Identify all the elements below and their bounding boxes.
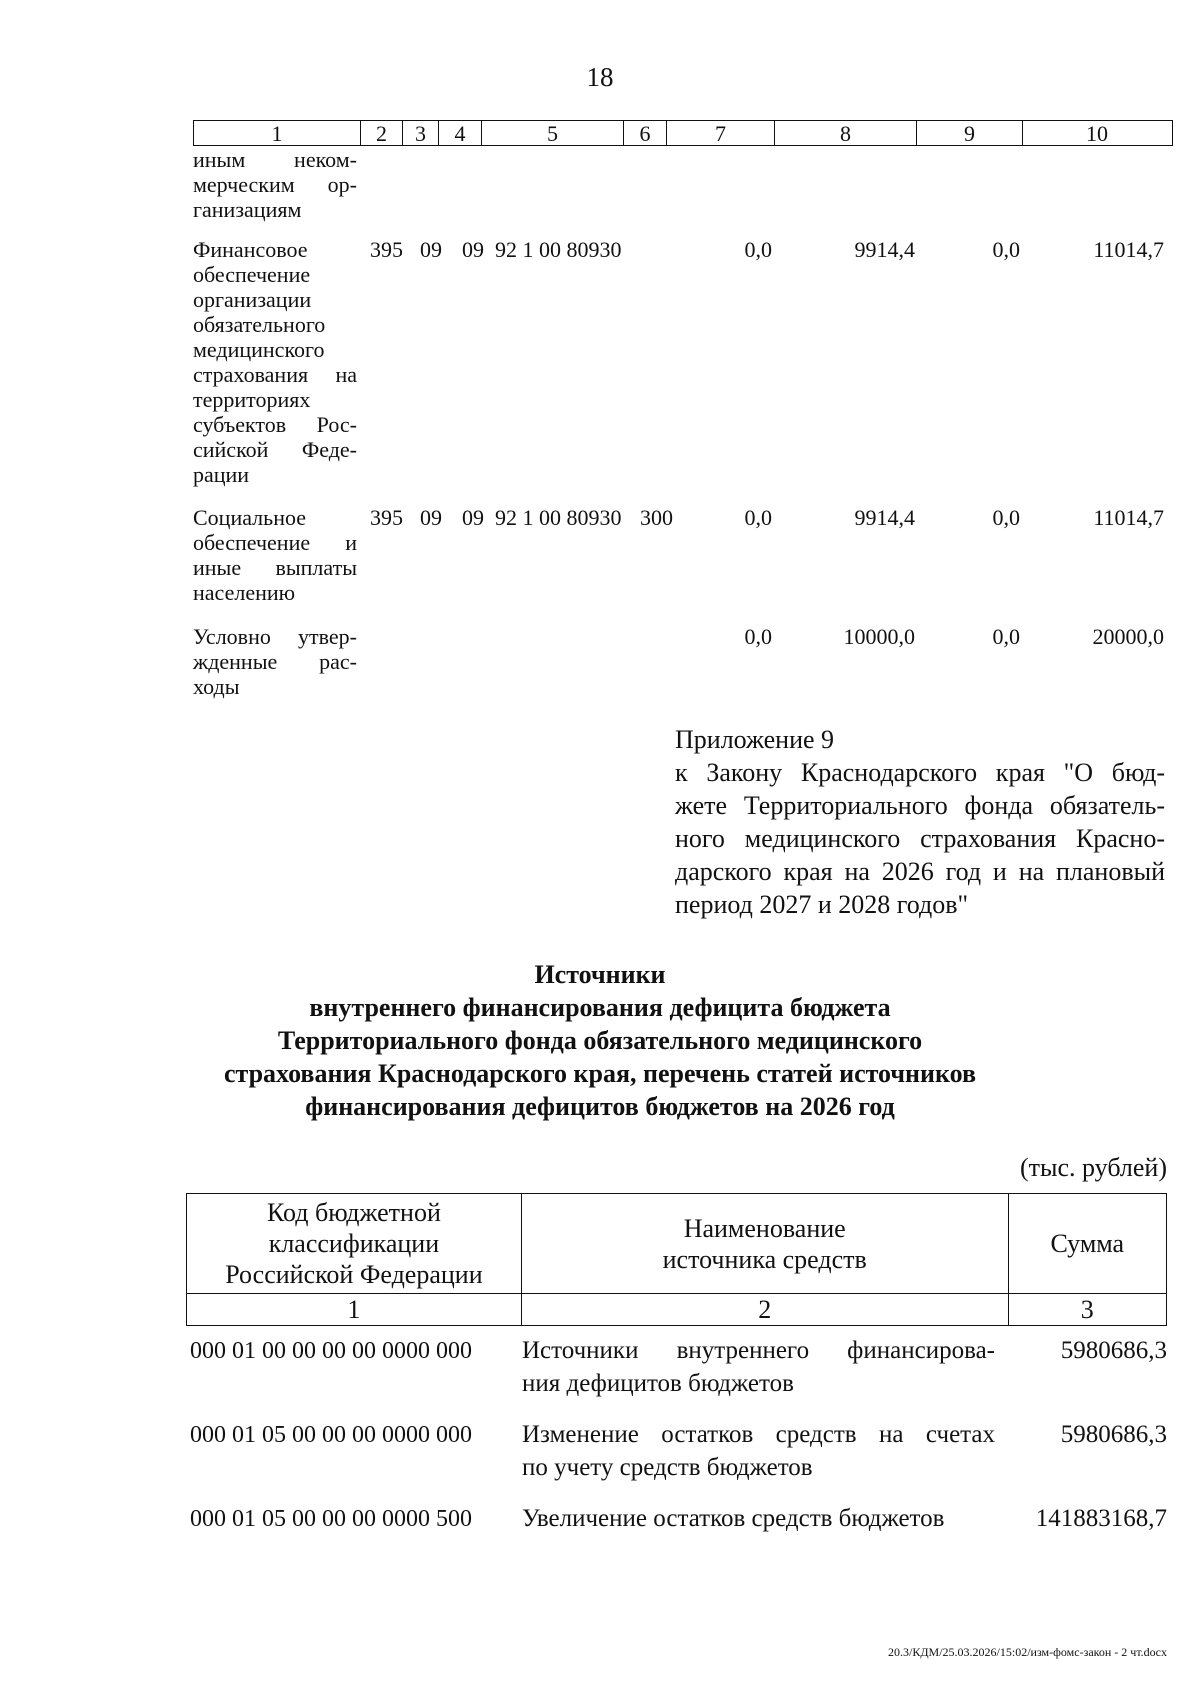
- page-number: 18: [586, 62, 614, 92]
- col-num-2: 2: [521, 1294, 1008, 1326]
- row2-c2: 395: [370, 505, 403, 530]
- row1-c8: 9914,4: [854, 237, 915, 262]
- header-name: Наименование источника средств: [521, 1194, 1008, 1294]
- col-header-6: 6: [623, 121, 666, 145]
- row1-c3: 09: [420, 237, 442, 262]
- col-header-7: 7: [666, 121, 774, 145]
- source-row2-name: Изменение остатков средств на счетах по учету средств бюджетов: [522, 1421, 995, 1481]
- col-header-9: 9: [916, 121, 1022, 145]
- top-table-header: [193, 120, 1173, 146]
- col-num-3: 3: [1008, 1294, 1166, 1326]
- source-row1-sum: 5980686,3: [1060, 1337, 1167, 1364]
- row3-c8: 10000,0: [843, 624, 915, 649]
- row2-name: Социальное обеспечение и иные выплаты населению: [193, 505, 357, 605]
- source-row3-name: Увеличение остатков средств бюджетов: [522, 1505, 945, 1532]
- row1-c7: 0,0: [744, 237, 772, 262]
- appendix-header: Приложение 9 к Закону Краснодарского края "О бюд- жете Территориального фонда обязатель- ного медицинского страхования Красно- дарского края на 2026 год и на плановый период 2027 и 2028 годов": [675, 725, 1165, 919]
- row2-c5: 92 1 00 80930: [495, 505, 622, 530]
- row2-c6: 300: [640, 505, 673, 530]
- source-row1-code: 000 01 00 00 00 00 0000 000: [190, 1338, 472, 1364]
- col-header-2: 2: [360, 121, 402, 145]
- header-code: Код бюджетной классификации Российской Федерации: [187, 1194, 522, 1294]
- row1-c4: 09: [462, 237, 484, 262]
- col-header-3: 3: [402, 121, 438, 145]
- row1-c10: 11014,7: [1093, 237, 1164, 262]
- row2-c8: 9914,4: [854, 505, 915, 530]
- row2-c7: 0,0: [744, 505, 772, 530]
- row3-name: Условно утвер- жденные рас- ходы: [193, 624, 357, 699]
- row2-c10: 11014,7: [1093, 505, 1164, 530]
- col-header-1: 1: [271, 121, 283, 146]
- source-row3-code: 000 01 05 00 00 00 0000 500: [190, 1506, 472, 1532]
- col-header-10: 10: [1022, 121, 1171, 145]
- row3-c9: 0,0: [992, 624, 1020, 649]
- row2-c4: 09: [462, 505, 484, 530]
- row1-c2: 395: [370, 237, 403, 262]
- file-footer: 20.3/КДМ/25.03.2026/15:02/изм-фомс-закон - 2 чт.docx: [888, 1645, 1167, 1659]
- row2-c9: 0,0: [992, 505, 1020, 530]
- source-row3-sum: 141883168,7: [1035, 1505, 1167, 1532]
- source-row2-code: 000 01 05 00 00 00 0000 000: [190, 1422, 472, 1448]
- col-header-8: 8: [774, 121, 916, 145]
- source-row1-name: Источники внутреннего финансирова- ния дефицитов бюджетов: [522, 1337, 995, 1397]
- row2-c3: 09: [420, 505, 442, 530]
- row3-c7: 0,0: [744, 624, 772, 649]
- col-header-5: 5: [481, 121, 623, 145]
- row1-name: Финансовое обеспечение организации обязательного медицинского страхования на территориях субъектов Рос- сийской Феде- рации: [193, 237, 357, 487]
- header-sum: Сумма: [1008, 1194, 1166, 1294]
- document-title: Источники внутреннего финансирования дефицита бюджета Территориального фонда обязательного медицинского страхования Краснодарского края, перечень статей источников финансирования дефицитов бюджетов на 2026 год: [223, 960, 977, 1121]
- sources-table: [186, 1193, 1167, 1326]
- row3-c10: 20000,0: [1092, 624, 1164, 649]
- units-label: (тыс. рублей): [1019, 1153, 1167, 1182]
- row-name-continuation: иным неком- мерческим ор- ганизациям: [193, 147, 357, 222]
- col-header-4: 4: [438, 121, 481, 145]
- col-num-1: 1: [187, 1294, 522, 1326]
- source-row2-sum: 5980686,3: [1060, 1421, 1167, 1448]
- row1-c5: 92 1 00 80930: [495, 237, 622, 262]
- row1-c9: 0,0: [992, 237, 1020, 262]
